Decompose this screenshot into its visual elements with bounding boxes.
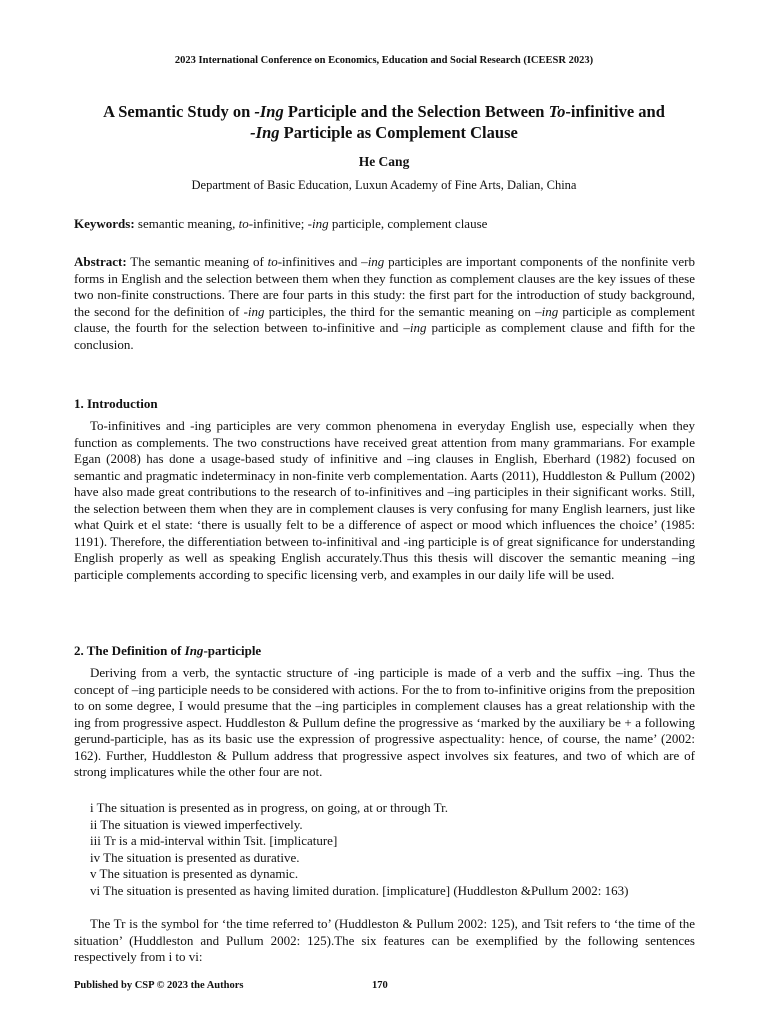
page-number: 170 (372, 980, 388, 991)
list-item: i The situation is presented as in progress, on going, at or through Tr. (90, 800, 448, 815)
keywords: Keywords: semantic meaning, to-infinitive; -ing participle, complement clause (74, 216, 488, 231)
abstract: Abstract: The semantic meaning of to-infinitives and –ing participles are important components of the nonfinite verb forms in English and the selection between them when they function as complement clauses are the key issues of these two non-finite constructions. There are four parts in this study: the first part for the introduction of study background, the second for the definition of -ing participles, the third for the semantic meaning on –ing participle as complement clause, the fourth for the selection between to-infinitive and –ing participle as complement clause and fifth for the conclusion. (74, 254, 695, 352)
introduction-paragraph: To-infinitives and -ing participles are very common phenomena in everyday English use, especially when they function as complements. The two constructions have received great attention from many grammarians. For example Egan (2008) has done a usage-based study of infinitive and –ing clauses in English, Eberhard (1982) focused on semantic and pragmatic indeterminacy in non-finite verb complementation. Aarts (2011), Huddleston & Pullum (2002) have also made great contributions to the research of to-infinitives and –ing participles in their significant works. Still, the selection between them when they are in complement clauses is very confusing for many English learners, just like what Quirk et el state: ‘there is usually felt to be a difference of aspect or mood which influences the choice’ (1985: 1191). Therefore, the differentiation between to-infinitival and -ing participle is of great significance for understanding English properly as well as speaking English accurately.Thus this thesis will discover the semantic meaning –ing participle complements according to specific licensing verb, and examples in our daily life will be used. (74, 418, 695, 582)
list-item: ii The situation is viewed imperfectively. (90, 816, 303, 832)
keywords-label: Keywords: (74, 216, 135, 231)
author-affiliation: Department of Basic Education, Luxun Academy of Fine Arts, Dalian, China (191, 178, 577, 192)
abstract-label: Abstract: (74, 254, 127, 269)
list-item: v The situation is presented as dynamic. (90, 866, 299, 881)
publisher-footer: Published by CSP © 2023 the Authors (74, 980, 244, 991)
section-heading-definition: 2. The Definition of Ing-participle (74, 643, 262, 658)
conference-header: 2023 International Conference on Economics, Education and Social Research (ICEESR 2023) (174, 55, 594, 66)
list-item: vi The situation is presented as having limited duration. [implicature] (Huddleston &Pullum 2002: 163) (90, 882, 629, 898)
definition-paragraph-2: The Tr is the symbol for ‘the time referred to’ (Huddleston & Pullum 2002: 125), and Tsit refers to ‘the time of the situation’ (Huddleston and Pullum 2002: 125).The six features can be exemplified by the following sentences respectively from i to vi: (74, 916, 695, 964)
progressive-features-list (90, 800, 695, 899)
section-heading-introduction: 1. Introduction (74, 396, 158, 411)
list-item: iv The situation is presented as durative. (90, 849, 300, 865)
definition-paragraph: Deriving from a verb, the syntactic structure of -ing participle is made of a verb and the suffix –ing. Thus the concept of –ing participle needs to be considered with actions. For the to from to-infinitive origins from the preposition to on some degree, I would presume that the –ing participles in complement clauses has a great relationship with the ing from progressive aspect. Huddleston & Pullum define the progressive as ‘marked by the auxiliary be + a following gerund-participle, has as its basic use the expression of progressive aspectuality: hence, of course, the name’ (2002: 162). Further, Huddleston & Pullum address that progressive aspect involves six features, and two of which are of strong implicatures while the other four are not. (74, 665, 695, 779)
list-item: iii Tr is a mid-interval within Tsit. [implicature] (90, 833, 338, 848)
paper-title: A Semantic Study on -Ing Participle and the Selection Between To-infinitive and -Ing Participle as Complement Clause (103, 102, 665, 142)
author-name: He Cang (358, 154, 410, 169)
